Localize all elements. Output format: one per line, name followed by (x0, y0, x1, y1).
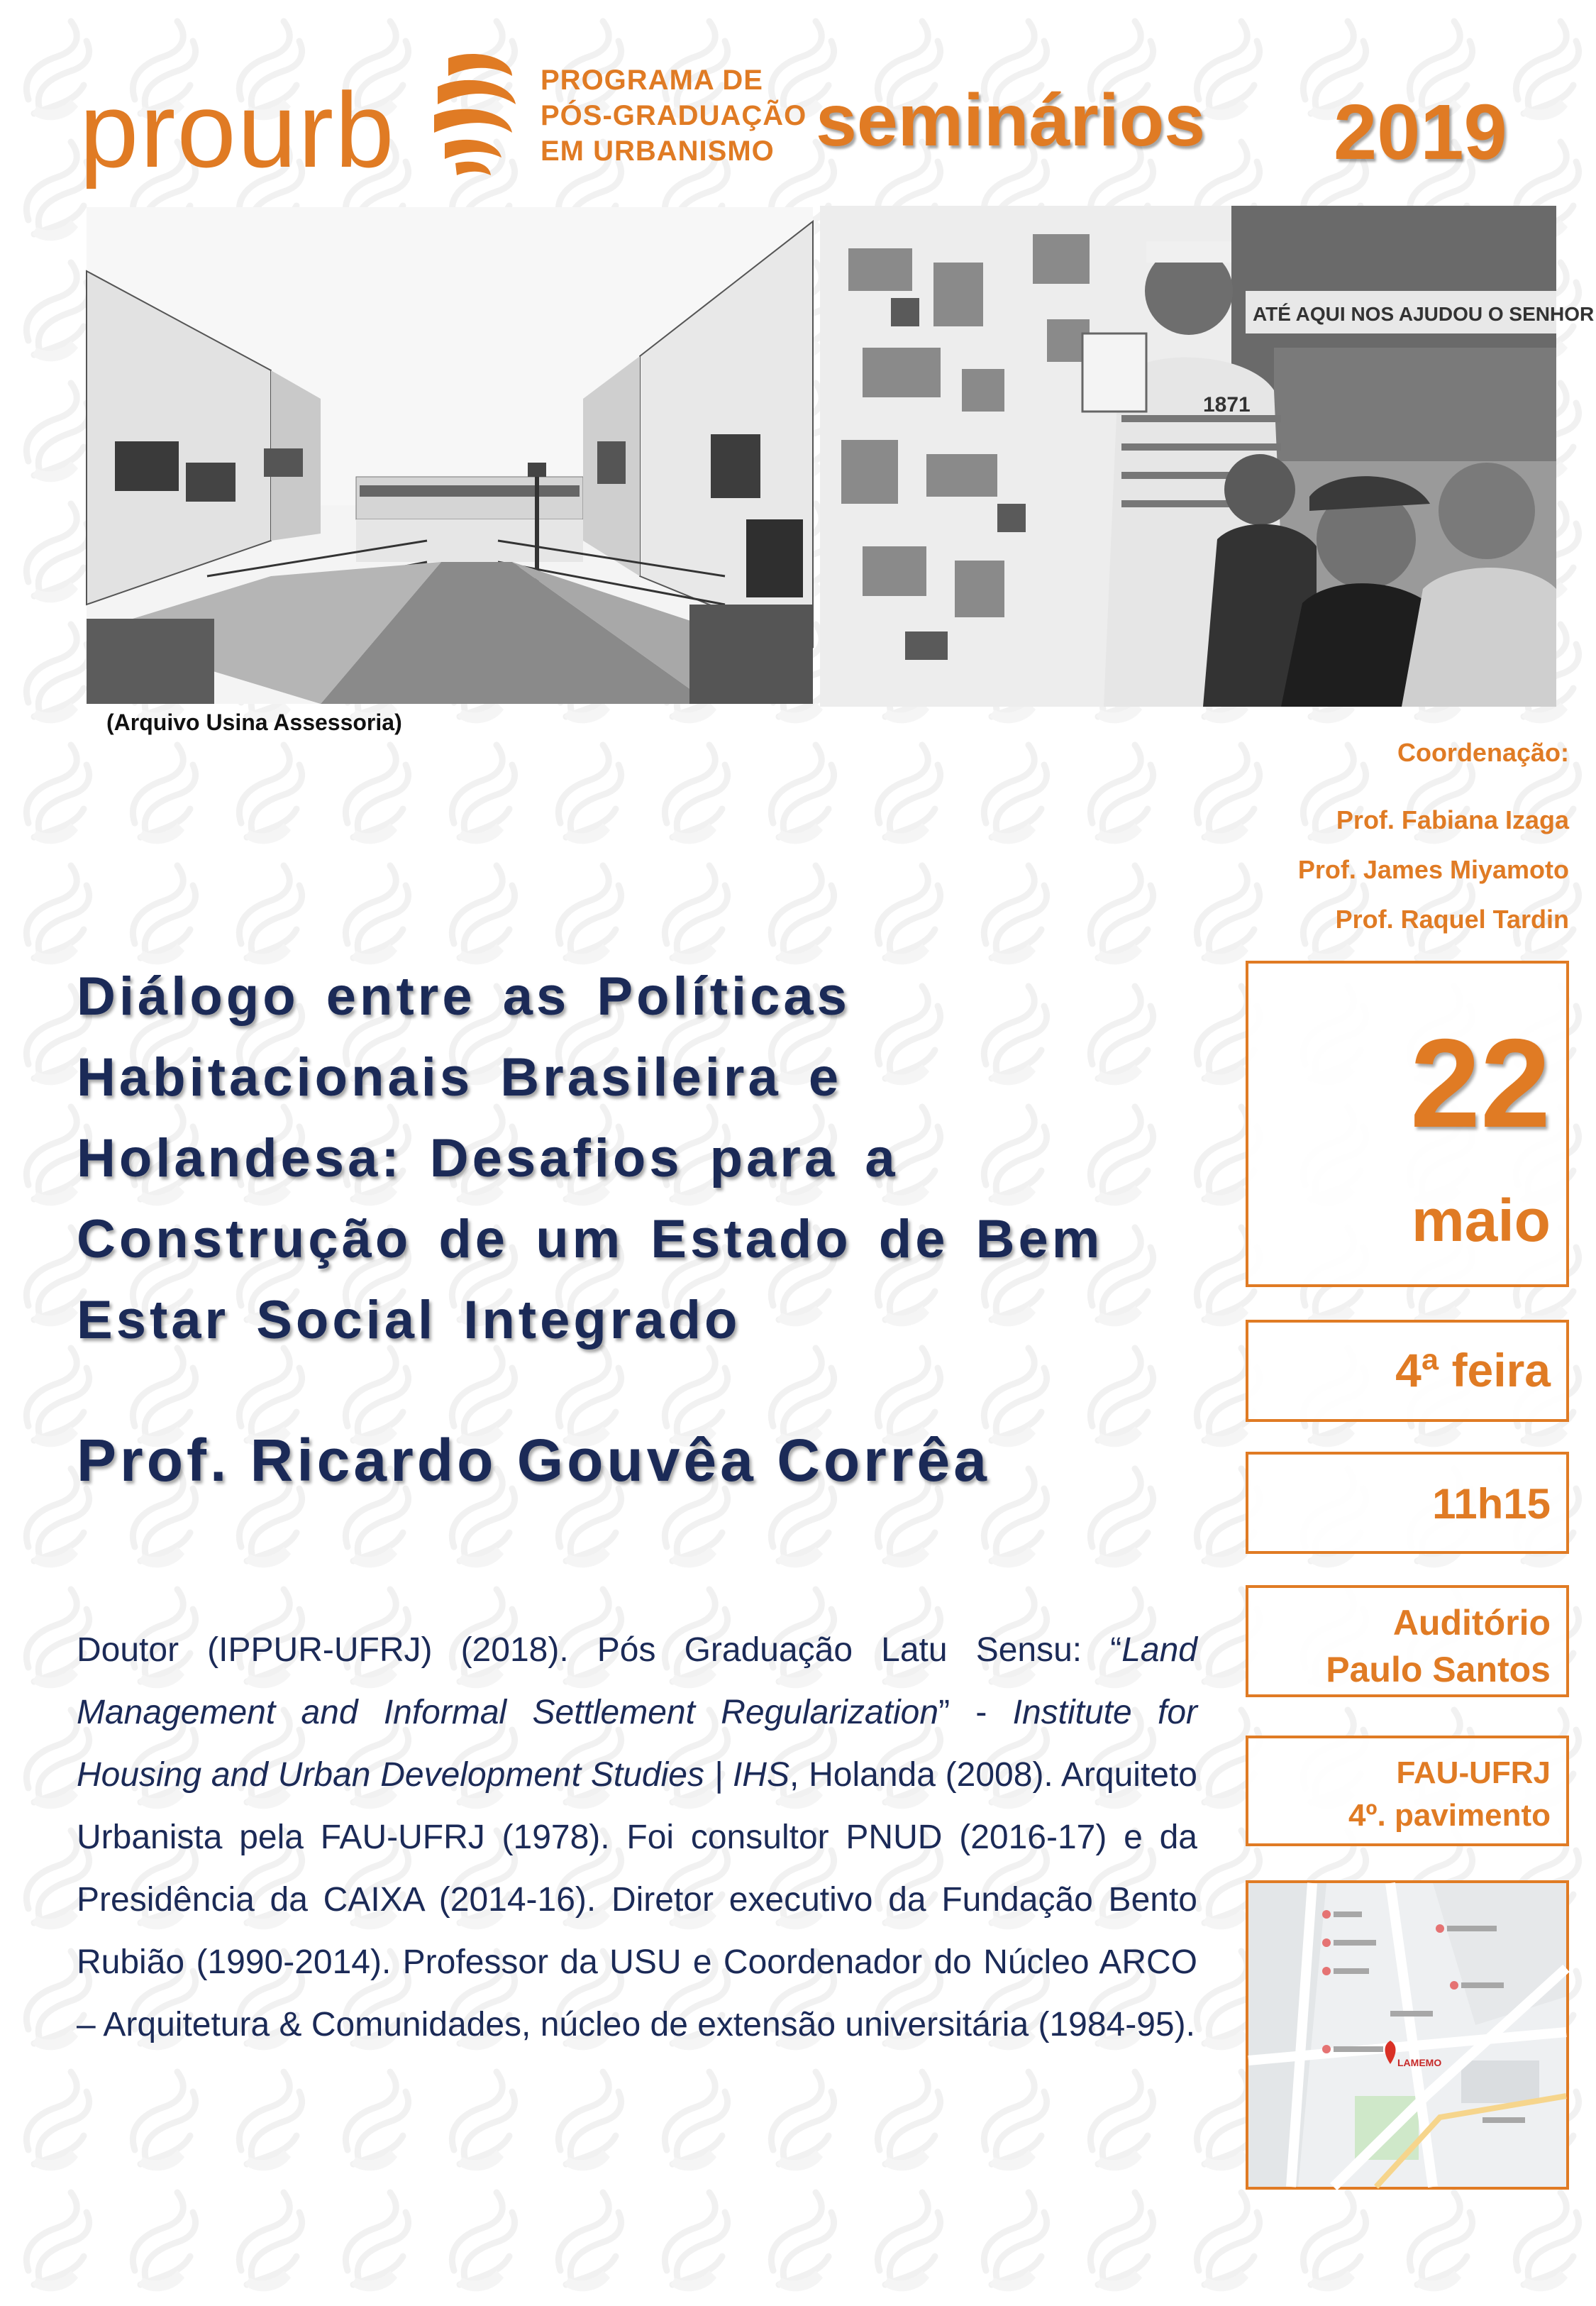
event-month: maio (1411, 1187, 1551, 1254)
map-marker-label: LAMEMO (1397, 2057, 1442, 2068)
talk-title-line: Holandesa: Desafios para a (77, 1128, 899, 1188)
speaker-name: Prof. Ricardo Gouvêa Corrêa (77, 1427, 990, 1494)
coordinator-name: Prof. Raquel Tardin (1335, 905, 1569, 934)
shirt-number: 1871 (1203, 393, 1251, 416)
program-name-line: PROGRAMA DE (541, 65, 763, 96)
bio-italic-text: Land Management and Informal Settlement Regularization (77, 1631, 1197, 1731)
event-weekday-box (1246, 1320, 1569, 1422)
talk-title-line: Diálogo entre as Políticas (77, 966, 850, 1027)
talk-title-line: Construção de um Estado de Bem (77, 1209, 1104, 1269)
event-venue-line: Paulo Santos (1326, 1650, 1551, 1689)
community-workshop-photo (820, 206, 1595, 707)
prourb-logo-text: prourb (79, 70, 396, 189)
series-year: 2019 (1334, 89, 1507, 176)
event-time: 11h15 (1432, 1480, 1551, 1528)
event-venue-box (1246, 1585, 1569, 1697)
event-date-box (1246, 961, 1569, 1287)
event-time-box (1246, 1452, 1569, 1554)
photo-credit: (Arquivo Usina Assessoria) (106, 710, 402, 735)
program-name-line: EM URBANISMO (541, 136, 775, 167)
event-address-line: 4º. pavimento (1348, 1798, 1551, 1833)
bio-text: Doutor (IPPUR-UFRJ) (2018). Pós Graduação Latu Sensu: “ (77, 1631, 1122, 1669)
bio-italic-text: Institute for Housing and Urban Development Studies | IHS (77, 1694, 1197, 1794)
event-address-line: FAU-UFRJ (1396, 1755, 1551, 1790)
location-map[interactable] (1246, 1880, 1569, 2190)
banner-text: ATÉ AQUI NOS AJUDOU O SENHOR (1253, 303, 1595, 325)
flame-logo-icon (406, 44, 526, 186)
event-weekday: 4ª feira (1395, 1344, 1551, 1396)
bio-text: ” - (938, 1694, 1013, 1731)
event-venue-line: Auditório (1392, 1603, 1551, 1643)
program-name-line: PÓS-GRADUAÇÃO (541, 100, 807, 131)
housing-street-photo (87, 207, 813, 704)
program-name (541, 62, 807, 169)
coordination-label: Coordenação: (1397, 738, 1569, 767)
talk-title (77, 956, 1183, 1361)
event-address-box (1246, 1736, 1569, 1846)
event-day: 22 (1410, 1013, 1551, 1154)
series-title: seminários (816, 79, 1206, 162)
speaker-bio (77, 1619, 1197, 2056)
coordinator-name: Prof. Fabiana Izaga (1336, 805, 1569, 834)
bio-text: , Holanda (2008). Arquiteto Urbanista pela FAU-UFRJ (1978). Foi consultor PNUD (2016-17) e da Presidência da CAIXA (2014-16). Diretor executivo da Fundação Bento Rubião (1990-2014). Professor da USU e Coordenador do Núcleo ARCO – Arquitetura & Comunidades, núcleo de extensão universitária (1984-95). (77, 1756, 1197, 2043)
talk-title-line: Habitacionais Brasileira e (77, 1047, 843, 1108)
talk-title-line: Estar Social Integrado (77, 1290, 741, 1350)
coordinator-name: Prof. James Miyamoto (1297, 855, 1569, 884)
